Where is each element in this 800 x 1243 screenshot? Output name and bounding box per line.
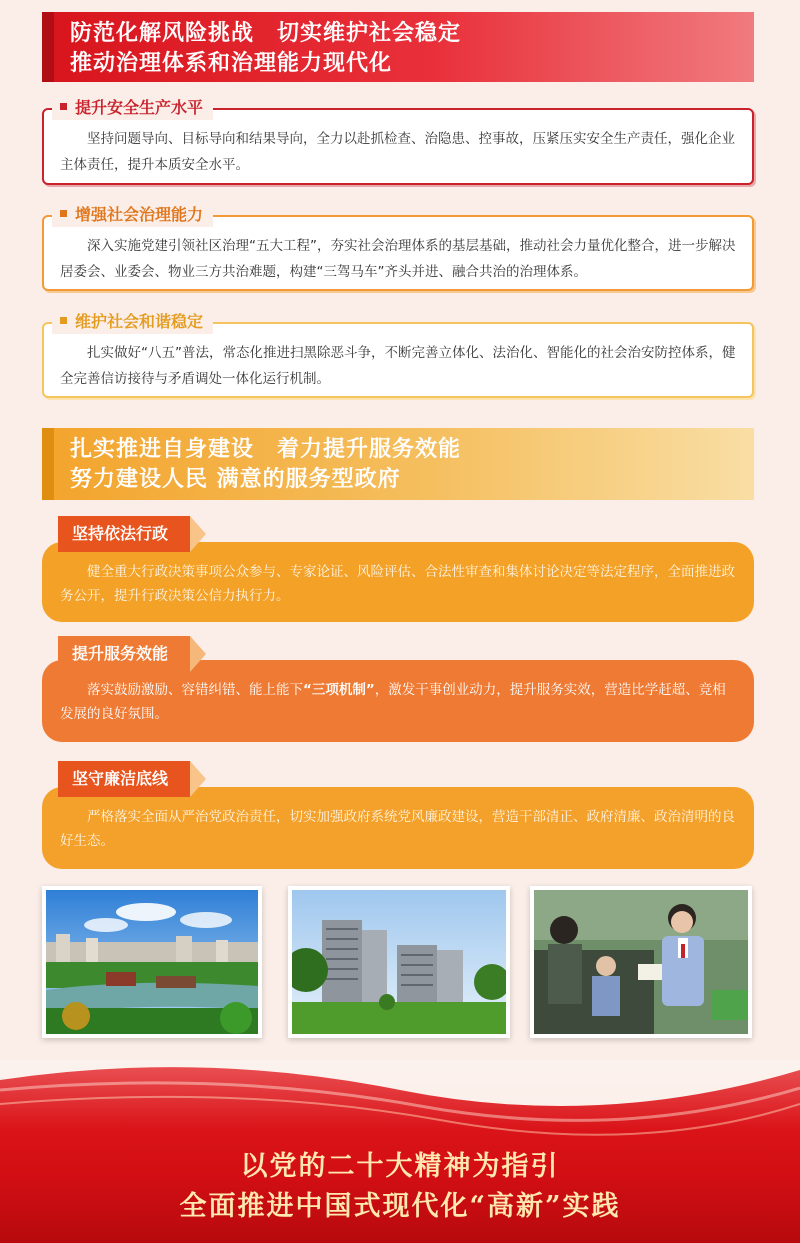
safety-production-title: 提升安全生产水平 xyxy=(75,98,204,117)
city-river-illustration xyxy=(46,890,258,1034)
safety-production-heading xyxy=(52,96,213,120)
section-a-banner-line2: 推动治理体系和治理能力现代化 xyxy=(70,50,393,76)
square-bullet-icon xyxy=(60,103,67,110)
office-buildings-photo xyxy=(288,886,510,1038)
section-b-banner-line1: 扎实推进自身建设 着力提升服务效能 xyxy=(70,436,462,462)
social-governance-heading xyxy=(52,203,213,227)
footer-banner xyxy=(0,1060,800,1243)
tax-service-photo xyxy=(530,886,752,1038)
service-efficiency-title: 提升服务效能 xyxy=(72,644,169,663)
rule-of-law-title: 坚持依法行政 xyxy=(72,524,169,543)
rule-of-law-tab xyxy=(58,516,190,552)
social-governance-title: 增强社会治理能力 xyxy=(75,205,204,224)
section-a-banner xyxy=(42,12,754,82)
service-efficiency-text-after: ，激发干事创业动力，提升服务实效，营造比学赶超、竞相发展的良好氛围。 xyxy=(60,682,726,722)
integrity-title: 坚守廉洁底线 xyxy=(72,769,169,788)
social-harmony-title: 维护社会和谐稳定 xyxy=(75,312,204,331)
social-governance-text: 深入实施党建引领社区治理“五大工程”，夯实社会治理体系的基层基础，推动社会力量优化整合，进一步解决居委会、业委会、物业三方共治难题，构建“三驾马车”齐头并进、融合共治的治理体系。 xyxy=(60,238,736,280)
social-harmony-heading xyxy=(52,310,213,334)
square-bullet-icon xyxy=(60,210,67,217)
social-harmony-text: 扎实做好“八五”普法，常态化推进扫黑除恶斗争，不断完善立体化、法治化、智能化的社会治安防控体系，健全完善信访接待与矛盾调处一体化运行机制。 xyxy=(60,345,736,387)
integrity-card xyxy=(42,787,754,869)
service-efficiency-text-before: 落实鼓励激励、容错纠错、能上能下 xyxy=(87,682,303,698)
rule-of-law-text: 健全重大行政决策事项公众参与、专家论证、风险评估、合法性审查和集体讨论决定等法定程序，全面推进政务公开，提升行政决策公信力执行力。 xyxy=(60,564,735,604)
integrity-text: 严格落实全面从严治党政治责任，切实加强政府系统党风廉政建设，营造干部清正、政府清廉、政治清明的良好生态。 xyxy=(60,809,735,849)
section-b-banner xyxy=(42,428,754,500)
square-bullet-icon xyxy=(60,317,67,324)
three-mechanisms-highlight: “三项机制” xyxy=(303,682,375,698)
footer-line2: 全面推进中国式现代化“高新”实践 xyxy=(179,1191,621,1222)
safety-production-text: 坚持问题导向、目标导向和结果导向，全力以赴抓检查、治隐患、控事故，压紧压实安全生产责任，强化企业主体责任，提升本质安全水平。 xyxy=(60,131,735,173)
service-efficiency-tab xyxy=(58,636,190,672)
section-a-banner-line1: 防范化解风险挑战 切实维护社会稳定 xyxy=(70,20,462,46)
tax-service-illustration xyxy=(534,890,748,1034)
section-b-banner-line2: 努力建设人民 满意的服务型政府 xyxy=(70,466,401,492)
integrity-tab xyxy=(58,761,190,797)
service-efficiency-text xyxy=(60,678,738,726)
banner-accent-bar xyxy=(42,12,54,82)
office-buildings-illustration xyxy=(292,890,506,1034)
banner-accent-bar xyxy=(42,428,54,500)
city-river-photo xyxy=(42,886,262,1038)
service-efficiency-card xyxy=(42,660,754,742)
rule-of-law-card xyxy=(42,542,754,622)
footer-shine xyxy=(0,1060,800,1130)
footer-line1: 以党的二十大精神为指引 xyxy=(240,1151,560,1182)
